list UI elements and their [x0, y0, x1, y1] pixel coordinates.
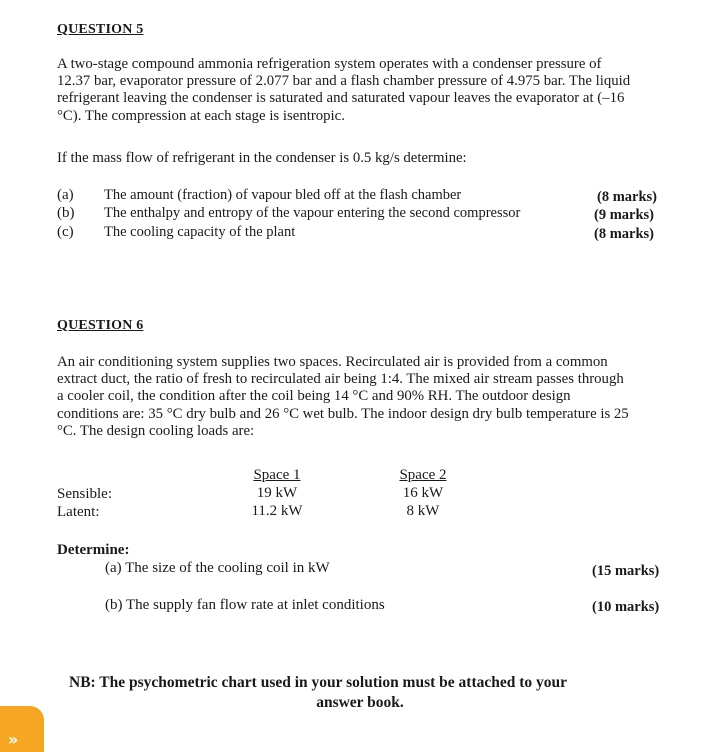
q5-item-c-marks: (8 marks) — [594, 226, 655, 242]
q5-item-b-label: (b) — [57, 205, 75, 221]
expand-panel-button[interactable] — [0, 706, 44, 752]
q6-para-line: a cooler coil, the condition after the coil being 14 °C and 90% RH. The outdoor design — [57, 388, 571, 405]
q6-item-b-text: (b) The supply fan flow rate at inlet conditions — [105, 597, 385, 613]
q5-mass-flow: If the mass flow of refrigerant in the condenser is 0.5 kg/s determine: — [57, 150, 467, 166]
q5-item-b-marks: (9 marks) — [594, 207, 655, 223]
q5-item-a-text: The amount (fraction) of vapour bled off at the flash chamber — [104, 187, 462, 203]
q6-para-line: An air conditioning system supplies two spaces. Recirculated air is provided from a common — [57, 354, 608, 370]
q6-para-line: conditions are: 35 °C dry bulb and 26 °C wet bulb. The indoor design dry bulb temperature is 25 — [57, 405, 629, 422]
q6-paragraph — [57, 354, 629, 440]
q5-para-line: A two-stage compound ammonia refrigeration system operates with a condenser pressure of — [57, 56, 602, 72]
table-cell: 19 kW — [256, 485, 298, 501]
q6-para-line: °C. The design cooling loads are: — [57, 422, 255, 439]
table-header-space1: Space 1 — [253, 467, 301, 483]
q5-item-a-label: (a) — [57, 187, 74, 203]
q6-item-a-marks: (15 marks) — [592, 563, 660, 579]
nb-line-2: answer book. — [316, 694, 404, 711]
q5-item-b-text: The enthalpy and entropy of the vapour entering the second compressor — [104, 205, 521, 221]
q6-heading: QUESTION 6 — [57, 318, 144, 333]
q5-para-line: °C). The compression at each stage is isentropic. — [57, 107, 345, 124]
table-cell: 8 kW — [406, 503, 440, 519]
table-row-label-latent: Latent: — [57, 504, 100, 520]
q5-para-line: refrigerant leaving the condenser is saturated and saturated vapour leaves the evaporator at (–16 — [57, 90, 625, 107]
q6-item-a-text: (a) The size of the cooling coil in kW — [105, 560, 330, 576]
table-cell: 11.2 kW — [251, 503, 303, 519]
q6-item-b-marks: (10 marks) — [592, 599, 660, 615]
q5-item-c-label: (c) — [57, 224, 74, 240]
q6-determine: Determine: — [57, 542, 130, 558]
q5-heading: QUESTION 5 — [57, 22, 144, 37]
double-chevron-right-icon: » — [8, 730, 19, 749]
table-row-label-sensible: Sensible: — [57, 486, 112, 502]
q5-item-c-text: The cooling capacity of the plant — [104, 224, 296, 240]
q6-para-line: extract duct, the ratio of fresh to recirculated air being 1:4. The mixed air stream passes through — [57, 371, 624, 388]
table-header-space2: Space 2 — [399, 467, 447, 483]
q5-para-line: 12.37 bar, evaporator pressure of 2.077 bar and a flash chamber pressure of 4.975 bar. The liquid — [57, 73, 631, 90]
nb-line-1: NB: The psychometric chart used in your solution must be attached to your — [69, 674, 568, 691]
q5-paragraph — [57, 56, 630, 125]
q5-item-a-marks: (8 marks) — [597, 189, 658, 205]
table-cell: 16 kW — [402, 485, 444, 501]
